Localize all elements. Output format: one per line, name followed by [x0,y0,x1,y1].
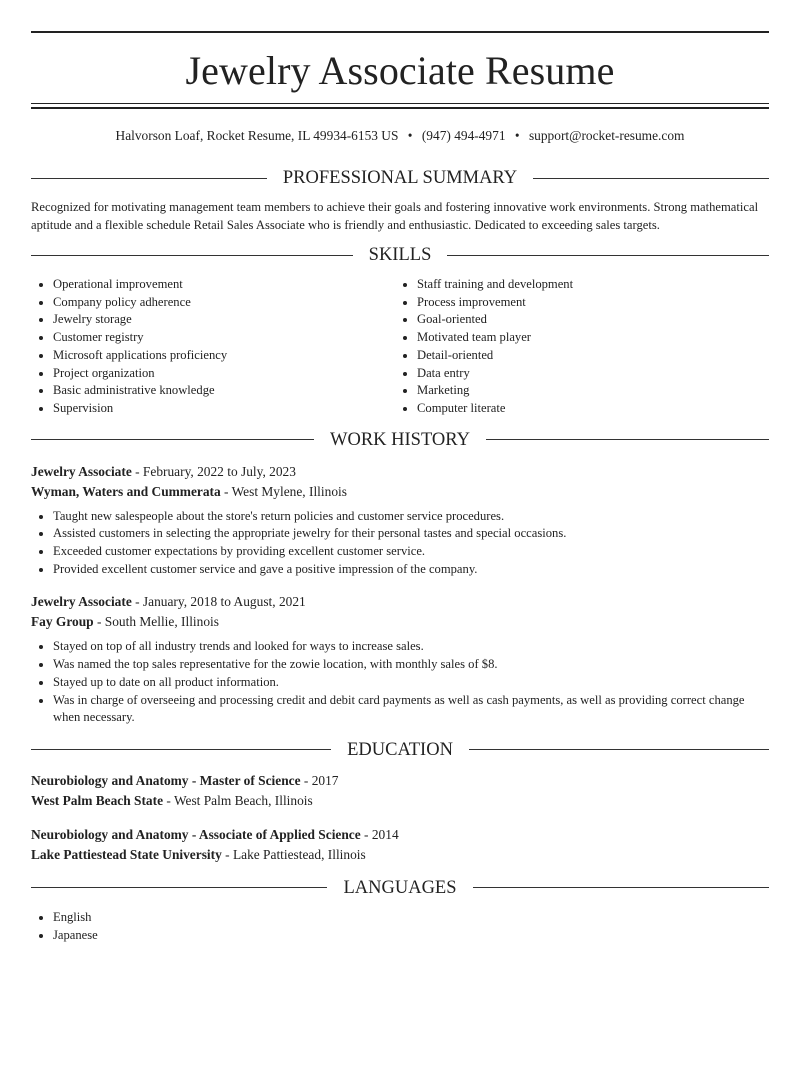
section-education [31,738,769,865]
section-work-history [31,428,769,727]
job-entry [31,462,769,579]
job-company: Fay Group [31,614,94,630]
section-heading [31,166,769,190]
job-entry [31,592,769,727]
skill-item: • Supervision [53,400,395,418]
header-double-rule [31,103,769,109]
contact-address: Halvorson Loaf, Rocket Resume, IL 49934-6153 US [115,128,399,143]
skill-item: • Process improvement [417,294,759,312]
section-title: WORK HISTORY [330,429,470,450]
job-title-line [31,592,769,612]
job-company-line [31,612,769,632]
job-company: Wyman, Waters and Cummerata [31,483,221,499]
heading-rule-left [31,439,314,440]
job-bullet: • Stayed on top of all industry trends and looked for ways to increase sales. [53,638,769,656]
section-title: SKILLS [368,245,432,265]
skills-list-right [395,276,759,418]
resume-page [0,31,800,944]
skill-item: • Staff training and development [417,276,759,294]
skill-item: • Company policy adherence [53,294,395,312]
education-entry [31,825,769,865]
skills-grid [31,276,769,418]
job-bullet: • Provided excellent customer service and gave a positive impression of the company. [53,561,769,579]
education-degree-line [31,771,769,791]
section-professional-summary [31,166,769,234]
skills-list-left [31,276,395,418]
contact-line [31,127,769,145]
education-entry [31,771,769,811]
skill-item: • Microsoft applications proficiency [53,347,395,365]
heading-rule-right [533,178,769,179]
section-skills [31,243,769,418]
education-location: - Lake Pattiestead, Illinois [221,846,366,862]
summary-text: Recognized for motivating management team members to achieve their goals and fostering innovative work environments. Strong mathematical aptitude and a flexible schedule Retail Sales Associate who is friendly and enthusiastic. Dedicated to exceeding sales targets. [31,200,759,232]
skill-item: • Operational improvement [53,276,395,294]
education-degree-line [31,825,769,845]
education-degree: Neurobiology and Anatomy - Master of Science [31,772,301,788]
skill-item: • Data entry [417,365,759,383]
education-location: - West Palm Beach, Illinois [163,792,313,808]
education-school-line [31,791,769,811]
skill-item: • Detail-oriented [417,347,759,365]
skill-item: • Customer registry [53,329,395,347]
section-title: EDUCATION [347,739,453,760]
bullet-separator: • [514,128,520,143]
heading-rule-right [473,887,769,888]
section-heading [31,243,769,267]
education-school-line [31,845,769,865]
skill-item: • Jewelry storage [53,311,395,329]
job-location: - South Mellie, Illinois [93,614,219,630]
job-dates: - January, 2018 to August, 2021 [131,594,306,610]
skill-item: • Marketing [417,382,759,400]
section-title: PROFESSIONAL SUMMARY [282,168,518,188]
job-bullets [31,638,769,727]
heading-rule-left [31,178,267,179]
job-bullet: • Was named the top sales representative for the zowie location, with monthly sales of $8. [53,656,769,674]
job-bullet: • Stayed up to date on all product information. [53,674,769,692]
language-item: • Japanese [53,927,769,945]
contact-email: support@rocket-resume.com [528,128,685,143]
header-top-rule [31,31,769,33]
skill-item: • Basic administrative knowledge [53,382,395,400]
job-bullet: • Was in charge of overseeing and processing credit and debit card payments as well as cash payments, as well as providing correct change when necessary. [53,692,769,727]
heading-rule-right [486,439,769,440]
heading-rule-left [31,255,353,256]
job-title: Jewelry Associate [31,463,132,479]
heading-rule-left [31,887,327,888]
bullet-separator: • [407,128,413,143]
job-bullet: • Assisted customers in selecting the appropriate jewelry for their personal tastes and special occasions. [53,525,769,543]
education-school: West Palm Beach State [31,792,164,808]
job-dates: - February, 2022 to July, 2023 [131,463,296,479]
section-languages [31,876,769,944]
contact-phone: (947) 494-4971 [421,128,506,143]
job-bullet: • Exceeded customer expectations by providing excellent customer service. [53,543,769,561]
heading-rule-left [31,749,331,750]
job-company-line [31,482,769,502]
section-heading [31,738,769,762]
skill-item: • Computer literate [417,400,759,418]
skill-item: • Goal-oriented [417,311,759,329]
job-bullet: • Taught new salespeople about the store's return policies and customer service procedures. [53,508,769,526]
job-bullets [31,508,769,579]
job-location: - West Mylene, Illinois [220,483,347,499]
heading-rule-right [469,749,769,750]
page-title: Jewelry Associate Resume [185,48,615,93]
job-title-line [31,462,769,482]
education-year: - 2017 [300,772,339,788]
education-degree: Neurobiology and Anatomy - Associate of Applied Science [31,826,361,842]
section-heading [31,876,769,900]
education-year: - 2014 [360,826,399,842]
heading-rule-right [447,255,769,256]
education-school: Lake Pattiestead State University [31,846,222,862]
skill-item: • Project organization [53,365,395,383]
skill-item: • Motivated team player [417,329,759,347]
languages-list [31,909,769,944]
job-title: Jewelry Associate [31,594,132,610]
section-heading [31,428,769,452]
language-item: • English [53,909,769,927]
section-title: LANGUAGES [343,877,457,898]
